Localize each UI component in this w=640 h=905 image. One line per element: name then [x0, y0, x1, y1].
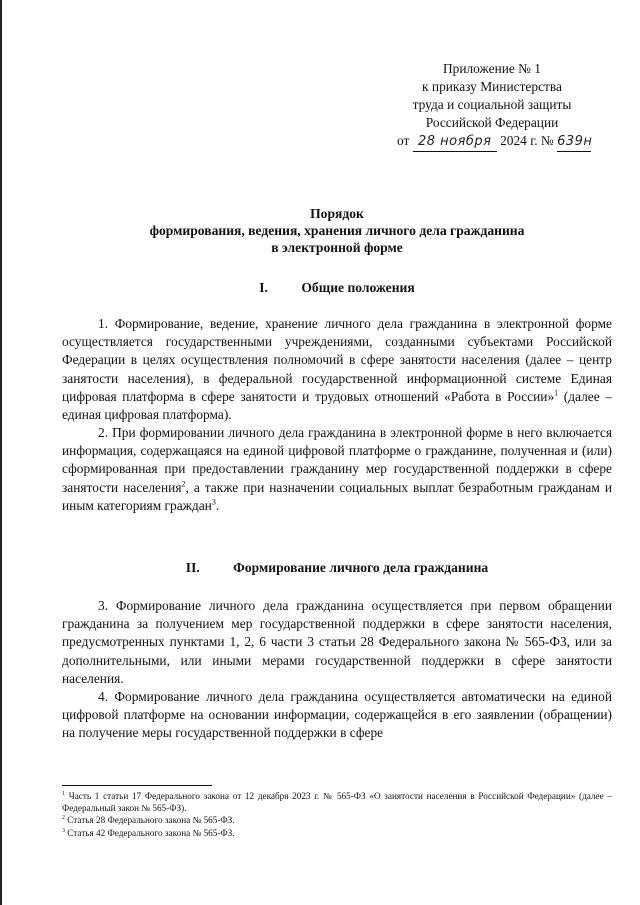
number-prefix: № — [540, 133, 554, 148]
paragraph-text: 1. Формирование, ведение, хранение личного дела гражданина в электронной форме осуществляется государственными учреждениями, созданными субъектами Российской Федерации в целях осуществления полномочий в сфере занятости населения (далее – центр занятости населения), в федеральной государственной информационной системе Единая цифровая платформа в сфере занятости и трудовых отношений «Работа в России» — [62, 316, 612, 404]
handwritten-number: 639н — [557, 134, 593, 149]
paragraph-text: , а также при назначении социальных выплат безработным гражданам и иным категориям граждан — [62, 479, 612, 513]
handwritten-date: 28 ноября — [417, 134, 492, 149]
footnote-ref: 3 — [211, 497, 216, 507]
appendix-line: труда и социальной защиты — [412, 97, 572, 112]
paragraph-1 — [62, 315, 612, 424]
section-title: Формирование личного дела гражданина — [233, 560, 489, 575]
appendix-line: Приложение № 1 — [442, 61, 542, 76]
footnote-text: Часть 1 статьи 17 Федерального закона от 12 декабря 2023 г. № 565-ФЗ «О занятости населения в Российской Федерации» (далее – Федеральный закон № 565-ФЗ). — [62, 791, 612, 814]
footnote-ref: 1 — [554, 388, 559, 398]
section-number: I. — [259, 280, 268, 295]
paragraph-2 — [62, 424, 612, 515]
number-blank — [557, 132, 591, 152]
footnote — [62, 827, 612, 839]
footnote — [62, 814, 612, 826]
order-date-line — [397, 132, 593, 152]
footnote-mark: 1 — [62, 790, 65, 797]
paragraph-text: (далее – единая цифровая платформа). — [62, 388, 612, 423]
section-title: Общие положения — [301, 280, 415, 295]
footnote-divider — [62, 785, 212, 786]
paragraph-text: 2. При формировании личного дела гражданина в электронной форме в него включается информация, содержащаяся на единой цифровой платформе о гражданине, полученная и (или) сформированная при предоставлении гражданину мер государственной поддержки в сфере занятости населения — [62, 425, 612, 495]
appendix-block — [397, 60, 593, 152]
date-year: 2024 г. — [500, 133, 538, 148]
section-heading-2 — [62, 560, 612, 576]
footnote-ref: 2 — [181, 479, 186, 489]
footnote-text: Статья 28 Федерального закона № 565-ФЗ. — [65, 815, 235, 826]
paragraph-text: 3. Формирование личного дела гражданина осуществляется при первом обращении гражданина за получением мер государственной поддержки в сфере занятости населения, предусмотренных пунктами 1, 2, 6 части 3 статьи 28 Федерального закона № 565-ФЗ, или за дополнительными, или иными мерами государственной поддержки в сфере занятости населения. — [62, 598, 612, 686]
footnote-mark: 3 — [62, 827, 65, 834]
title-line: формирования, ведения, хранения личного дела гражданина — [149, 223, 525, 238]
paragraph-4 — [62, 688, 612, 743]
section-number: II. — [185, 560, 200, 575]
title-line: Порядок — [310, 206, 364, 221]
appendix-line: к приказу Министерства — [422, 79, 562, 94]
title-line: в электронной форме — [271, 240, 403, 255]
appendix-line: Российской Федерации — [425, 115, 559, 130]
document-title — [62, 205, 612, 256]
footnotes — [62, 790, 612, 839]
footnote — [62, 790, 612, 814]
date-blank — [413, 132, 497, 152]
paragraph-3 — [62, 597, 612, 688]
footnote-text: Статья 42 Федерального закона № 565-ФЗ. — [65, 827, 235, 838]
footnote-mark: 2 — [62, 815, 65, 822]
date-prefix: от — [397, 133, 410, 148]
paragraph-text: . — [215, 497, 220, 513]
section-heading-1 — [62, 280, 612, 296]
paragraph-text: 4. Формирование личного дела гражданина осуществляется автоматически на единой цифровой платформе на основании информации, содержащейся в его заявлении (обращении) на получение меры государственной поддержки в сфере — [62, 689, 612, 741]
